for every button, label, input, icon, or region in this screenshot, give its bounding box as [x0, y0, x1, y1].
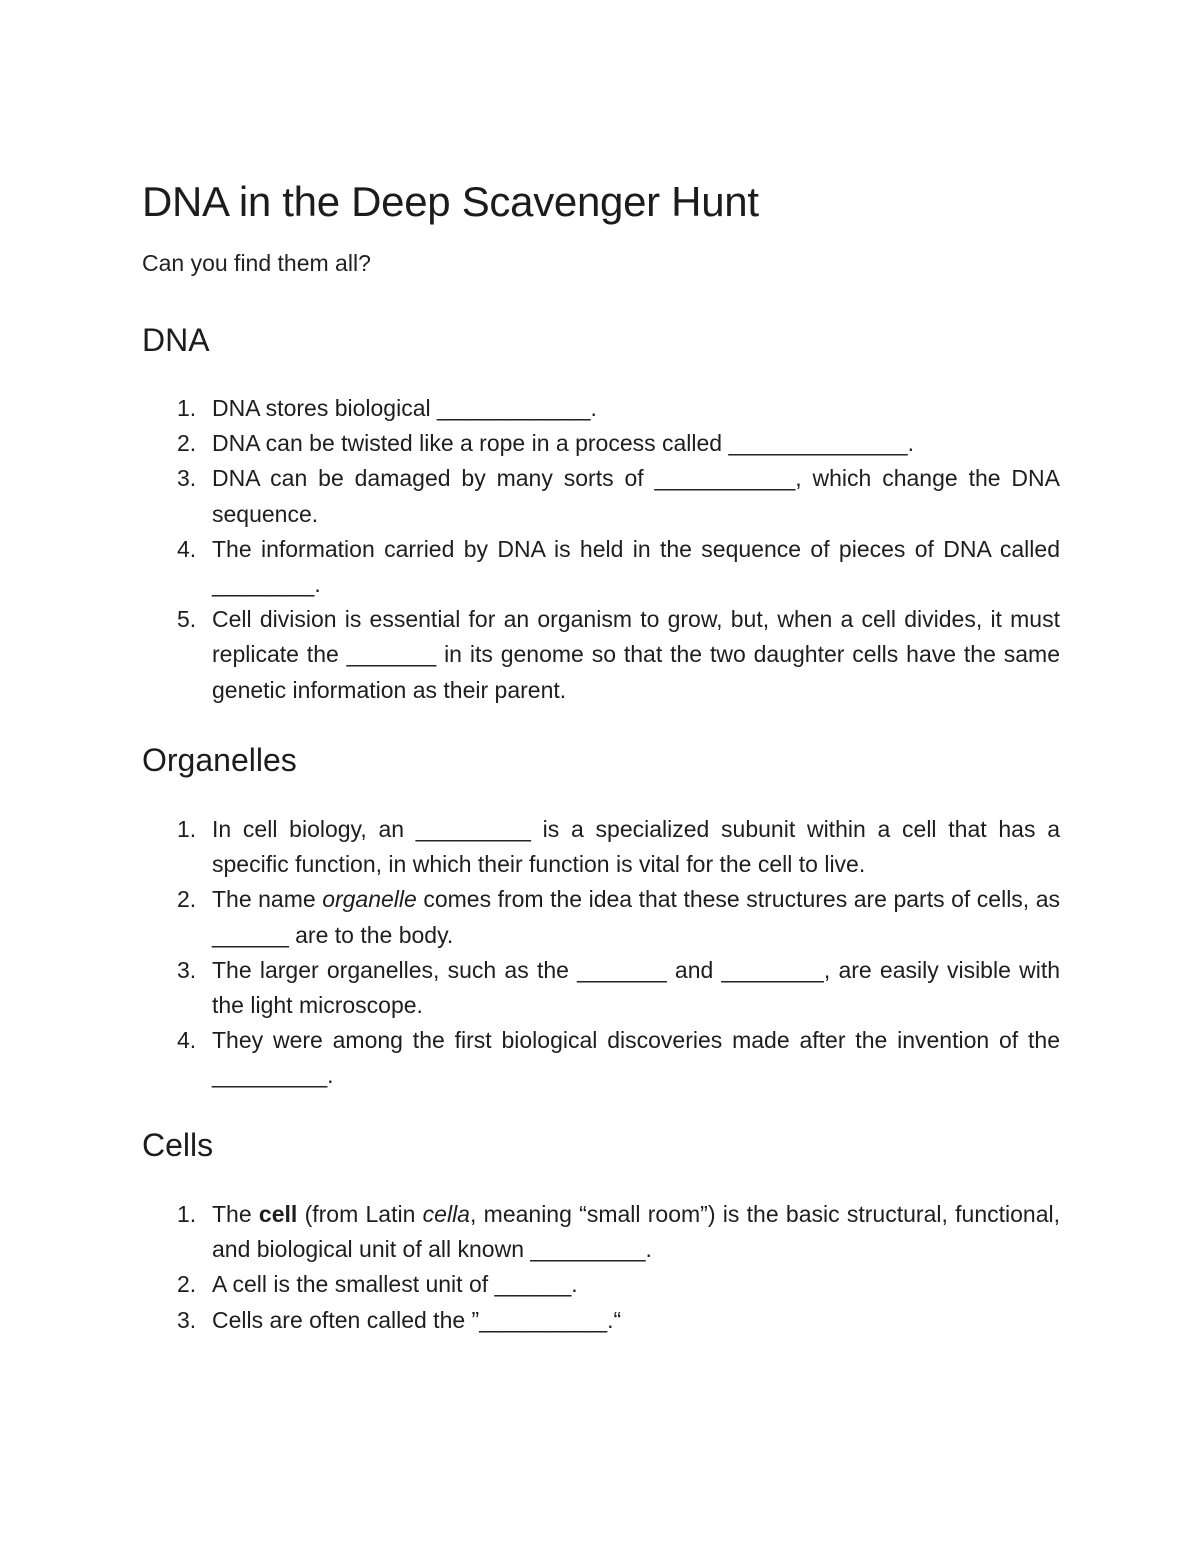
item-number: 2. — [177, 886, 197, 913]
section-heading-dna: DNA — [142, 322, 210, 358]
item-text-middle: (from Latin — [297, 1201, 423, 1227]
dna-question-list — [142, 391, 1060, 708]
item-italic-term: organelle — [322, 886, 417, 913]
list-item — [142, 1197, 1060, 1267]
document-title: DNA in the Deep Scavenger Hunt — [142, 178, 759, 225]
item-text: DNA stores biological ____________. — [212, 395, 597, 421]
item-text: They were among the first biological discoveries made after the invention of the _________. — [212, 1027, 1060, 1089]
item-number: 4. — [177, 1027, 197, 1054]
item-number: 2. — [177, 430, 197, 457]
list-item — [142, 1303, 1060, 1338]
item-text: In cell biology, an _________ is a specialized subunit within a cell that has a specific function, in which their function is vital for the cell to live. — [212, 816, 1060, 878]
item-text-start: The — [212, 1201, 259, 1227]
item-text: The information carried by DNA is held in the sequence of pieces of DNA called ________. — [212, 535, 1060, 598]
item-number: 3. — [177, 1306, 197, 1333]
item-number: 3. — [177, 465, 197, 492]
list-item — [142, 602, 1060, 708]
item-text-end: , meaning “small room”) is the basic structural, functional, and biological unit of all known _________. — [212, 1201, 1060, 1263]
organelles-question-list — [142, 812, 1060, 1094]
item-text: DNA can be damaged by many sorts of ___________, which change the DNA sequence. — [212, 465, 1060, 527]
list-item — [142, 532, 1060, 602]
section-heading-organelles: Organelles — [142, 742, 297, 778]
item-number: 1. — [177, 816, 197, 842]
list-item — [142, 461, 1060, 531]
item-text: A cell is the smallest unit of ______. — [212, 1271, 578, 1298]
item-text-start: The name — [212, 886, 323, 913]
item-number: 1. — [177, 1201, 197, 1227]
item-text: Cell division is essential for an organism to grow, but, when a cell divides, it must replicate the _______ in its genome so that the two daughter cells have the same genetic information as their parent. — [212, 606, 1060, 703]
item-bold-term: cell — [258, 1201, 298, 1227]
item-number: 5. — [177, 606, 197, 633]
item-number: 1. — [177, 395, 197, 421]
cells-question-list — [142, 1197, 1060, 1338]
item-number: 4. — [177, 535, 197, 562]
list-item — [142, 426, 1060, 461]
item-text: DNA can be twisted like a rope in a process called ______________. — [212, 430, 914, 457]
list-item — [142, 953, 1060, 1023]
document-subtitle: Can you find them all? — [142, 250, 371, 276]
list-item — [142, 812, 1060, 882]
item-text: Cells are often called the ”__________.“ — [212, 1306, 622, 1333]
item-number: 2. — [177, 1271, 197, 1298]
list-item — [142, 1267, 1060, 1302]
item-number: 3. — [177, 956, 197, 983]
list-item — [142, 1023, 1060, 1093]
item-italic-term: cella — [422, 1201, 470, 1227]
item-text-end: comes from the idea that these structures are parts of cells, as ______ are to the body. — [212, 886, 1060, 948]
list-item — [142, 882, 1060, 952]
list-item — [142, 391, 1060, 426]
section-heading-cells: Cells — [142, 1127, 214, 1163]
item-text: The larger organelles, such as the _______ and ________, are easily visible with the light microscope. — [212, 956, 1060, 1019]
